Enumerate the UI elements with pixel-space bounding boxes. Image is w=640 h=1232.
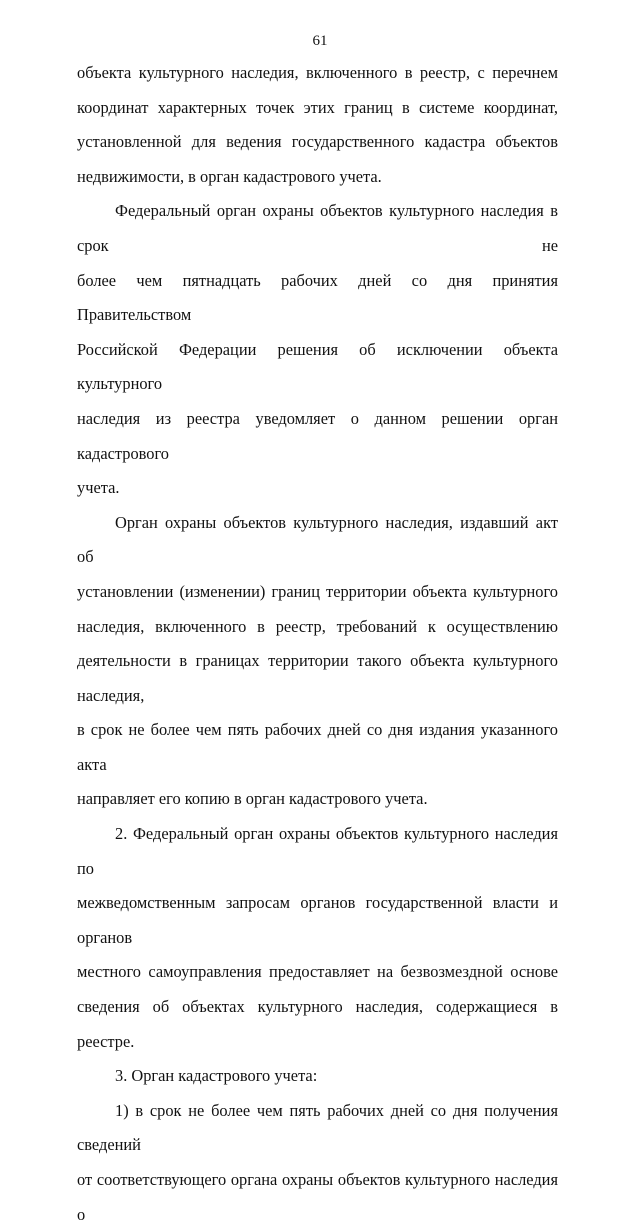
paragraph-3-line-1: Орган охраны объектов культурного наследия, издавший акт об [77, 512, 558, 567]
page-number: 61 [312, 33, 328, 49]
paragraph-5 [77, 1059, 558, 1094]
paragraph-3-line-3: наследия, включенного в реестр, требований к осуществлению [77, 616, 558, 636]
paragraph-6 [77, 1094, 558, 1232]
paragraph-3 [77, 506, 558, 817]
paragraph-6-line-1: 1) в срок не более чем пять рабочих дней со дня получения сведений [77, 1100, 558, 1155]
paragraph-6-line-2: от соответствующего органа охраны объектов культурного наследия о [77, 1170, 558, 1224]
paragraph-4-line-2: межведомственным запросам органов государственной власти и органов [77, 893, 558, 947]
paragraph-2-line-5: учета. [77, 478, 120, 498]
document-body [77, 56, 558, 1232]
paragraph-3-line-6: направляет его копию в орган кадастрового учета. [77, 789, 428, 809]
paragraph-1-line-2: координат характерных точек этих границ в системе координат, [77, 97, 558, 117]
paragraph-1-line-1: объекта культурного наследия, включенного в реестр, с перечнем [77, 63, 558, 82]
paragraph-3-line-5: в срок не более чем пять рабочих дней со дня издания указанного акта [77, 720, 558, 774]
paragraph-2-line-2: более чем пятнадцать рабочих дней со дня принятия Правительством [77, 270, 558, 325]
paragraph-2 [77, 194, 558, 505]
paragraph-2-line-4: наследия из реестра уведомляет о данном решении орган кадастрового [77, 408, 558, 463]
paragraph-1-line-3: установленной для ведения государственного кадастра объектов [77, 132, 558, 152]
paragraph-1-line-4: недвижимости, в орган кадастрового учета. [77, 166, 382, 186]
paragraph-2-line-3: Российской Федерации решения об исключении объекта культурного [77, 339, 558, 394]
paragraph-4-line-3: местного самоуправления предоставляет на безвозмездной основе [77, 962, 558, 982]
paragraph-5-line-1: 3. Орган кадастрового учета: [115, 1066, 318, 1086]
paragraph-1 [77, 56, 558, 194]
paragraph-3-line-4: деятельности в границах территории такого объекта культурного наследия, [77, 651, 558, 705]
paragraph-4-line-4: сведения об объектах культурного наследия, содержащиеся в реестре. [77, 997, 558, 1051]
paragraph-3-line-2: установлении (изменении) границ территории объекта культурного [77, 581, 558, 601]
paragraph-4 [77, 817, 558, 1059]
paragraph-2-line-1: Федеральный орган охраны объектов культурного наследия в срок не [77, 201, 558, 255]
paragraph-4-line-1: 2. Федеральный орган охраны объектов культурного наследия по [77, 824, 558, 878]
